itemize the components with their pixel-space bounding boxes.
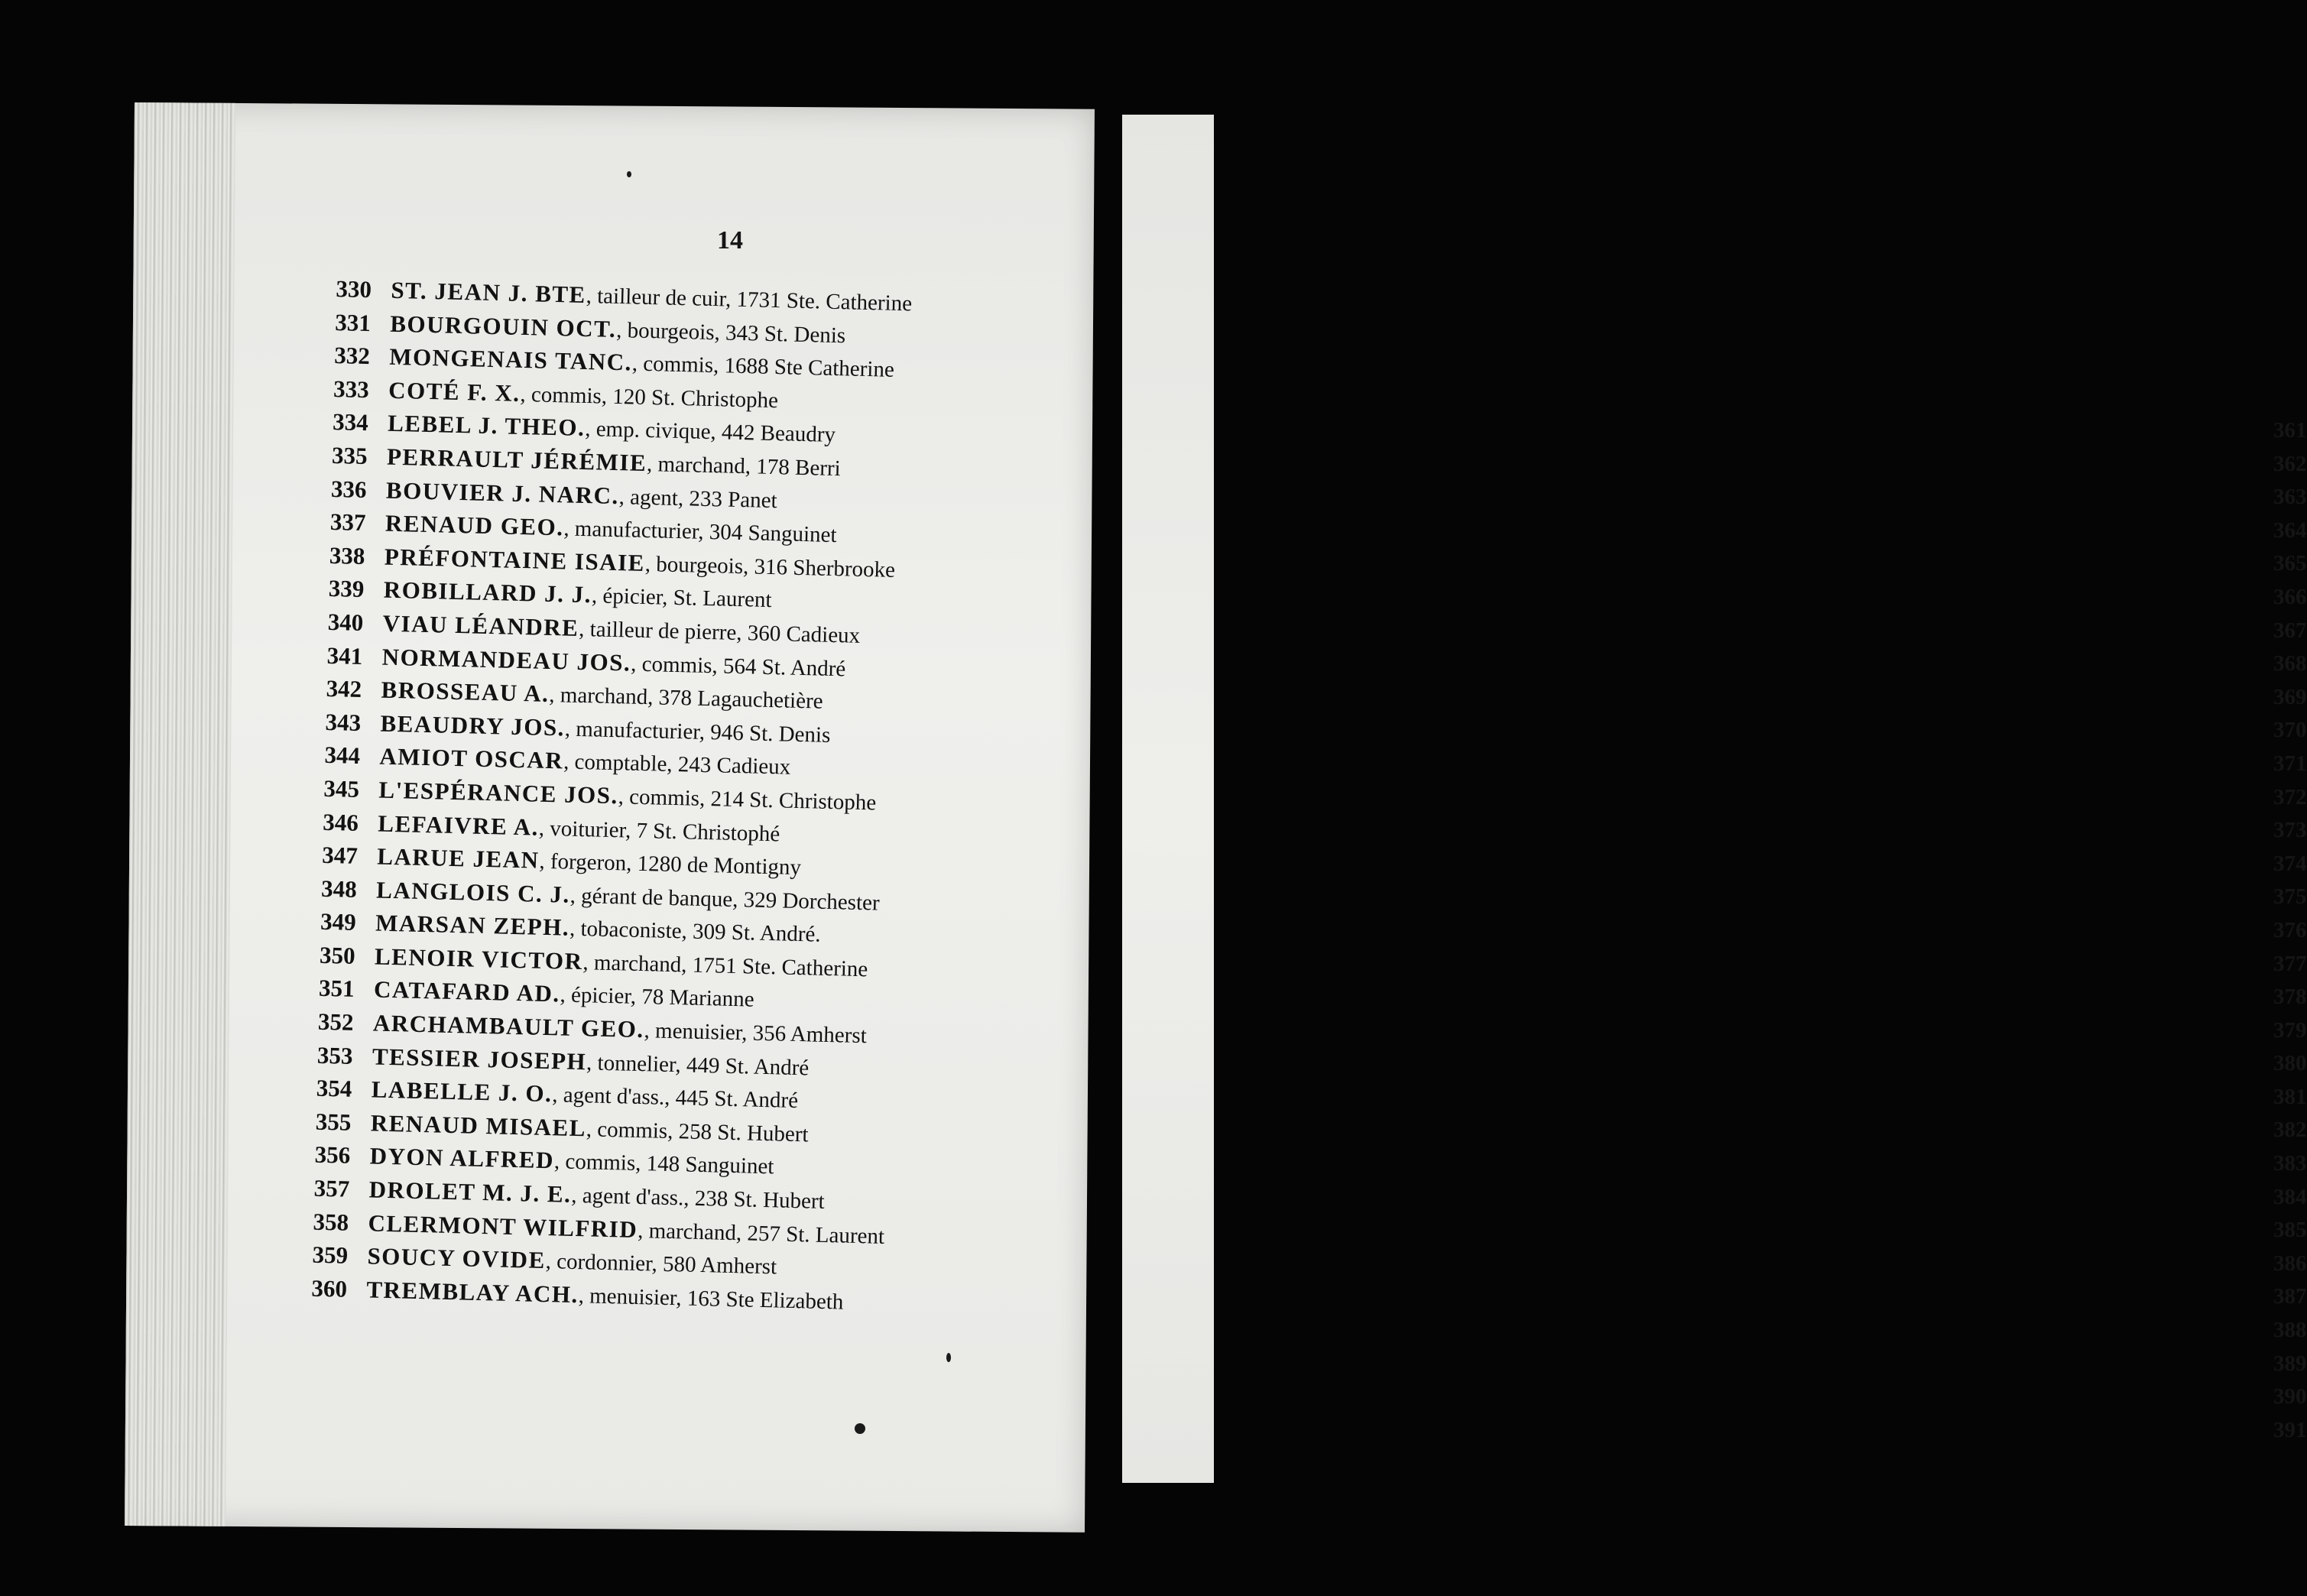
entry-name: BOUVIER J. NARC. — [385, 476, 620, 509]
entry-name: MONGENAIS TANC. — [388, 342, 633, 376]
entry-number: 337 — [329, 508, 366, 537]
entry-details: , marchand, 178 Berri — [646, 451, 842, 482]
entry-details: , commis, 258 St. Hubert — [586, 1117, 809, 1147]
facing-entry-number: 390 — [2273, 1384, 2307, 1409]
entry-name: RENAUD MISAEL — [370, 1109, 587, 1142]
entry-details: , manufacturier, 946 St. Denis — [564, 716, 831, 748]
entry-name: ROBILLARD J. J. — [383, 576, 592, 608]
entry-details: , cordonnier, 580 Amherst — [545, 1249, 777, 1280]
ink-speck — [627, 171, 631, 177]
facing-entry-number: 370 — [2273, 718, 2307, 743]
entry-name: DROLET M. J. E. — [368, 1176, 572, 1208]
entry-details: , comptable, 243 Cadieux — [563, 749, 791, 780]
entry-number: 345 — [323, 774, 360, 803]
facing-page — [1122, 115, 2307, 1483]
entry-name: BOURGOUIN OCT. — [389, 310, 617, 342]
entry-details: , agent d'ass., 445 St. André — [551, 1082, 799, 1114]
facing-entry-number: 388 — [2273, 1318, 2307, 1343]
facing-entry-number: 373 — [2273, 818, 2307, 843]
entry-number: 347 — [321, 841, 359, 869]
facing-entry-number: 387 — [2273, 1284, 2307, 1309]
entry-number: 353 — [316, 1041, 353, 1069]
entry-details: , épicier, 78 Marianne — [560, 982, 754, 1013]
entry-name: RENAUD GEO. — [384, 509, 564, 541]
entry-details: , forgeron, 1280 de Montigny — [539, 848, 802, 881]
facing-entry-number: 361 — [2273, 418, 2307, 443]
entry-number: 331 — [334, 308, 372, 336]
entry-details: , emp. civique, 442 Beaudry — [584, 417, 836, 448]
facing-entry-number: 372 — [2273, 784, 2307, 809]
entry-number: 350 — [319, 941, 356, 969]
entry-details: , menuisier, 163 Ste Elizabeth — [578, 1283, 844, 1315]
entry-name: ST. JEAN J. BTE — [391, 276, 587, 308]
entry-name: BEAUDRY JOS. — [380, 709, 566, 741]
entry-name: TESSIER JOSEPH — [372, 1043, 587, 1075]
entry-number: 333 — [333, 375, 370, 403]
entry-name: CATAFARD AD. — [373, 975, 561, 1007]
facing-entry-number: 381 — [2273, 1084, 2307, 1109]
facing-entry-number: 389 — [2273, 1351, 2307, 1376]
facing-entry-number: 375 — [2273, 884, 2307, 910]
entry-number: 357 — [313, 1174, 350, 1202]
facing-entry-number: 377 — [2273, 951, 2307, 976]
entry-name: LENOIR VICTOR — [374, 942, 583, 975]
entry-name: BROSSEAU A. — [381, 676, 550, 708]
entry-number: 339 — [328, 575, 365, 603]
entry-number: 355 — [315, 1108, 352, 1136]
entry-details: , bourgeois, 316 Sherbrooke — [644, 551, 896, 582]
facing-entry-number: 367 — [2273, 618, 2307, 643]
entry-number: 344 — [324, 741, 361, 770]
entry-number: 360 — [311, 1274, 348, 1302]
entry-number: 336 — [330, 475, 367, 503]
entry-details: , tobaconiste, 309 St. André. — [569, 916, 821, 948]
entry-details: , commis, 564 St. André — [630, 651, 846, 681]
entry-name: LEFAIVRE A. — [377, 809, 540, 841]
entry-number: 338 — [329, 541, 365, 569]
facing-entry-number: 386 — [2273, 1251, 2307, 1276]
entry-name: PRÉFONTAINE ISAIE — [384, 543, 646, 576]
facing-entry-number: 363 — [2273, 485, 2307, 510]
facing-entry-number: 391 — [2273, 1417, 2307, 1442]
directory-entries — [311, 272, 1085, 1323]
entry-details: , manufacturier, 304 Sanguinet — [563, 516, 837, 548]
entry-details: , commis, 120 St. Christophe — [520, 381, 779, 413]
facing-entry-number: 365 — [2273, 551, 2307, 576]
entry-number: 351 — [318, 975, 355, 1003]
entry-number: 356 — [314, 1141, 351, 1169]
entry-details: , agent, 233 Panet — [618, 484, 777, 513]
facing-entry-number: 385 — [2273, 1218, 2307, 1243]
facing-entry-number: 369 — [2273, 684, 2307, 709]
entry-name: L'ESPÉRANCE JOS. — [378, 776, 619, 809]
entry-number: 349 — [320, 908, 357, 936]
entry-number: 343 — [325, 708, 362, 736]
page-binding — [125, 102, 235, 1526]
facing-entry-number: 382 — [2273, 1118, 2307, 1143]
facing-entry-number: 371 — [2273, 751, 2307, 776]
entry-number: 358 — [313, 1208, 349, 1236]
entry-number: 359 — [312, 1241, 349, 1269]
entry-details: , bourgeois, 343 St. Denis — [615, 317, 846, 348]
entry-details: , tailleur de pierre, 360 Cadieux — [578, 616, 861, 648]
entry-name: LABELLE J. O. — [371, 1075, 553, 1108]
facing-entry-number: 376 — [2273, 917, 2307, 942]
entry-name: COTÉ F. X. — [388, 376, 521, 407]
entry-number: 335 — [331, 441, 368, 470]
ink-speck — [855, 1423, 865, 1434]
entry-name: CLERMONT WILFRID — [368, 1209, 638, 1243]
entry-name: NORMANDEAU JOS. — [381, 643, 631, 676]
entry-number: 352 — [317, 1007, 354, 1036]
entry-number: 354 — [316, 1074, 352, 1103]
entry-number: 340 — [327, 608, 364, 636]
entry-details: , gérant de banque, 329 Dorchester — [569, 883, 881, 916]
entry-name: TREMBLAY ACH. — [366, 1276, 579, 1308]
ink-speck — [946, 1353, 951, 1362]
entry-name: DYON ALFRED — [369, 1142, 555, 1174]
entry-details: , marchand, 257 St. Laurent — [637, 1218, 885, 1249]
entry-number: 341 — [326, 641, 363, 670]
entry-details: , tailleur de cuir, 1731 Ste. Catherine — [586, 283, 913, 316]
entry-name: PERRAULT JÉRÉMIE — [386, 443, 647, 476]
entry-name: MARSAN ZEPH. — [375, 909, 570, 941]
facing-entry-number: 368 — [2273, 651, 2307, 676]
facing-entry-number: 378 — [2273, 985, 2307, 1010]
entry-details: , commis, 1688 Ste Catherine — [631, 351, 895, 383]
facing-entry-number: 384 — [2273, 1184, 2307, 1209]
entry-name: LARUE JEAN — [376, 842, 540, 874]
entry-name: SOUCY OVIDE — [367, 1242, 547, 1274]
page-number: 14 — [717, 226, 743, 255]
entry-name: ARCHAMBAULT GEO. — [372, 1009, 645, 1043]
entry-number: 346 — [323, 808, 359, 836]
entry-details: , commis, 148 Sanguinet — [553, 1149, 774, 1179]
facing-entry-number: 383 — [2273, 1151, 2307, 1176]
entry-number: 334 — [332, 408, 369, 436]
facing-entry-number: 380 — [2273, 1051, 2307, 1076]
entry-details: , voiturier, 7 St. Christophé — [538, 816, 780, 846]
entry-details: , agent d'ass., 238 St. Hubert — [570, 1182, 826, 1214]
facing-entry-number: 366 — [2273, 584, 2307, 609]
entry-number: 348 — [320, 874, 358, 903]
entry-number: 332 — [333, 342, 371, 370]
facing-entry-number: 364 — [2273, 517, 2307, 543]
facing-entry-number: 374 — [2273, 851, 2307, 876]
entry-number: 330 — [336, 274, 372, 303]
entry-details: , épicier, St. Laurent — [591, 583, 772, 613]
facing-page-numbers — [2273, 414, 2307, 1447]
entry-details: , marchand, 378 Lagauchetière — [548, 683, 823, 714]
facing-entry-number: 362 — [2273, 451, 2307, 476]
entry-name: LEBEL J. THEO. — [387, 410, 586, 442]
entry-details: , commis, 214 St. Christophe — [618, 784, 877, 816]
entry-details: , marchand, 1751 Ste. Catherine — [582, 950, 868, 982]
entry-details: , menuisier, 356 Amherst — [644, 1018, 868, 1049]
entry-name: VIAU LÉANDRE — [382, 609, 579, 641]
entry-name: LANGLOIS C. J. — [375, 876, 571, 908]
entry-number: 342 — [326, 674, 362, 703]
entry-details: , tonnelier, 449 St. André — [586, 1049, 810, 1081]
entry-name: AMIOT OSCAR — [379, 742, 564, 774]
facing-entry-number: 379 — [2273, 1017, 2307, 1043]
